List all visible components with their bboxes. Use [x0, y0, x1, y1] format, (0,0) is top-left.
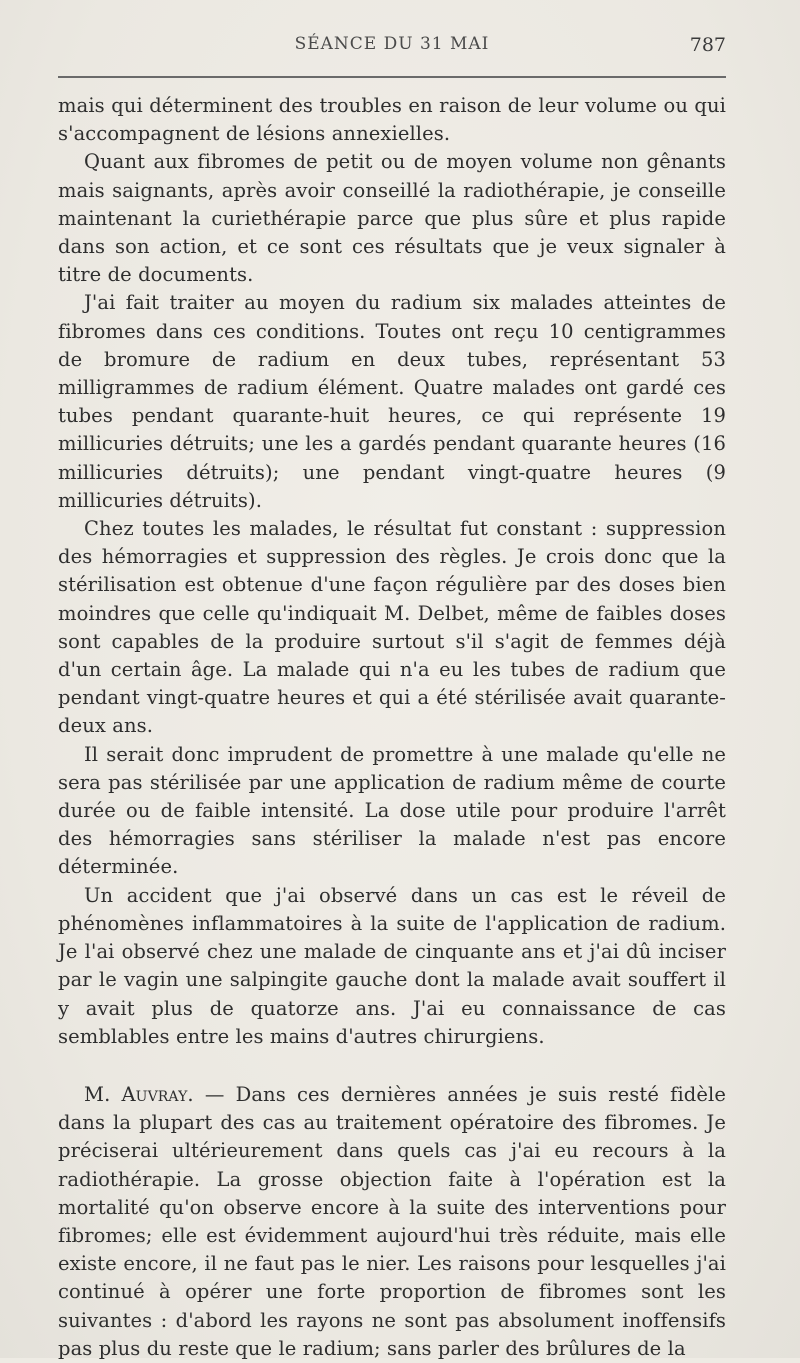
- paragraph-2-text: Quant aux fibromes de petit ou de moyen volume non gênants mais saignants, après avoir conseillé la radiothérapie, je conseille maintenant la curiethérapie parce que plus sûre et plus rapide dans son action, et ce sont ces résultats que je veux signaler à titre de documents.: [58, 150, 726, 287]
- paragraph-7-text: — Dans ces dernières années je suis resté fidèle dans la plupart des cas au traitement opératoire des fibromes. Je préciserai ultérieurement dans quels cas j'ai eu recours à la radiothérapie. La grosse objection faite à l'opération est la mortalité qu'on observe encore à la suite des interventions pour fibromes; elle est évidemment aujourd'hui très réduite, mais elle existe encore, il ne faut pas le nier. Les raisons pour lesquelles j'ai continué à opérer une forte proportion de fibromes sont les suivantes : d'abord les rayons ne sont pas absolument inoffensifs pas plus du reste que le radium; sans parler des brûlures de la: [58, 1082, 726, 1360]
- running-header: [58, 0, 726, 68]
- paragraph-5: [58, 741, 726, 882]
- header-rule: [58, 76, 726, 78]
- paragraph-1-text: mais qui déterminent des troubles en raison de leur volume ou qui s'accompagnent de lésions annexielles.: [58, 94, 726, 146]
- paragraph-2: [58, 148, 726, 289]
- speaker-name: M. Auvray.: [84, 1082, 194, 1106]
- paragraph-6-text: Un accident que j'ai observé dans un cas est le réveil de phénomènes inflammatoires à la suite de l'application de radium. Je l'ai observé chez une malade de cinquante ans et j'ai dû inciser par le vagin une salpingite gauche dont la malade avait souffert il y avait plus de quatorze ans. J'ai eu connaissance de cas semblables entre les mains d'autres chirurgiens.: [58, 883, 726, 1048]
- paragraph-7: [58, 1081, 726, 1363]
- paragraph-3: [58, 289, 726, 515]
- paragraph-3-text: J'ai fait traiter au moyen du radium six malades atteintes de fibromes dans ces conditions. Toutes ont reçu 10 centigrammes de bromure de radium en deux tubes, représentant 53 milligrammes de radium élément. Quatre malades ont gardé ces tubes pendant quarante-huit heures, ce qui représente 19 millicuries détruits; une les a gardés pendant quarante heures (16 millicuries détruits); une pendant vingt-quatre heures (9 millicuries détruits).: [58, 291, 726, 512]
- paragraph-5-text: Il serait donc imprudent de promettre à une malade qu'elle ne sera pas stérilisée par une application de radium même de courte durée ou de faible intensité. La dose utile pour produire l'arrêt des hémorragies sans stériliser la malade n'est pas encore déterminée.: [58, 742, 726, 879]
- paragraph-4: [58, 515, 726, 741]
- paragraph-4-text: Chez toutes les malades, le résultat fut constant : suppression des hémorragies et suppression des règles. Je crois donc que la stérilisation est obtenue d'une façon régulière par des doses bien moindres que celle qu'indiquait M. Delbet, même de faibles doses sont capables de la produire surtout s'il s'agit de femmes déjà d'un certain âge. La malade qui n'a eu les tubes de radium que pendant vingt-quatre heures et qui a été stérilisée avait quarante-deux ans.: [58, 517, 726, 738]
- body-text: [58, 68, 726, 1363]
- running-title: SÉANCE DU 31 MAI: [294, 34, 490, 54]
- paragraph-1: [58, 92, 726, 148]
- section-gap: [58, 1051, 726, 1081]
- paragraph-6: [58, 882, 726, 1051]
- page-number: 787: [689, 34, 726, 56]
